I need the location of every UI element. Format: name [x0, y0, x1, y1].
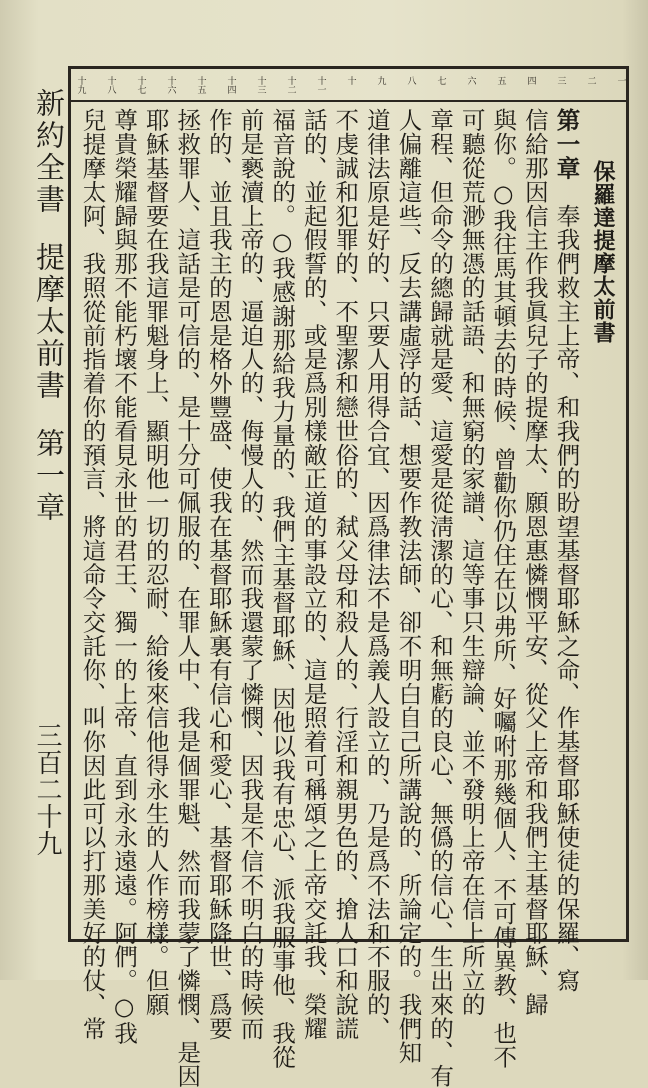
line-number: 二 — [585, 76, 596, 85]
line-number-strip — [72, 72, 624, 98]
verse-text: 信給那因信主作我眞兒子的提摩太、願恩惠憐憫平安、從父上帝和我們主基督耶穌、歸 — [520, 108, 549, 1017]
line-number: 十八 — [105, 76, 116, 94]
text-column — [141, 108, 170, 1017]
running-head-book: 新約全書 — [32, 88, 66, 216]
text-column — [110, 108, 139, 1045]
line-number: 十四 — [225, 76, 236, 94]
verse-text: 拯救罪人、這話是可信的、是十分可佩服的、在罪人中、我是個罪魁、然而我蒙了憐憫、是因 — [173, 108, 202, 1088]
text-column — [236, 108, 265, 1041]
verse-text: 前是褻瀆上帝的、逼迫人的、侮慢人的、然而我還蒙了憐憫、因我是不信不明白的時候而 — [236, 108, 265, 1041]
page-number: 三百二十九 — [32, 722, 62, 857]
verse-text: 可聽從荒渺無憑的話語、和無窮的家譜、這等事只生辯論、並不發明上帝在信上所立的 — [457, 108, 486, 1017]
line-number: 十六 — [165, 76, 176, 94]
line-number: 十九 — [75, 76, 86, 94]
verse-text: 不虔誠和犯罪的、不聖潔和戀世俗的、弒父母和殺人的、行淫和親男色的、搶人口和說謊 — [331, 108, 360, 1041]
running-head-epistle: 提摩太前書 — [32, 242, 66, 402]
text-column — [78, 108, 107, 1041]
epistle-title: 保羅達提摩太前書 — [590, 160, 616, 344]
verse-text: 作的、並且我主的恩是格外豐盛、使我在基督耶穌裏有信心和愛心、基督耶穌降世、爲要 — [204, 108, 233, 1041]
verse-text: 道律法原是好的、只要人用得合宜、因爲律法不是爲義人設立的、乃是爲不法和不服的、 — [362, 108, 391, 1041]
verse-text: 尊貴榮耀歸與那不能朽壞不能看見永世的君王、獨一的上帝、直到永永遠遠。阿們。○我 — [110, 108, 139, 1045]
line-number: 九 — [375, 76, 386, 85]
text-column — [489, 108, 518, 1069]
line-number: 十二 — [285, 76, 296, 94]
line-number: 五 — [495, 76, 506, 85]
line-number: 四 — [525, 76, 536, 85]
line-number: 十七 — [135, 76, 146, 94]
verse-text: 奉我們救主上帝、和我們的盼望基督耶穌之命、作基督耶穌使徒的保羅、寫 — [552, 203, 581, 993]
text-column — [204, 108, 233, 1041]
text-column — [331, 108, 360, 1041]
text-column — [552, 108, 581, 993]
line-number: 七 — [435, 76, 446, 85]
text-column — [299, 108, 328, 1041]
running-head-chapter: 第一章 — [32, 428, 66, 524]
verse-text: 人偏離這些、反去講虛浮的話、想要作教法師、卻不明白自己所講說的、所論定的。我們知 — [394, 108, 423, 1064]
text-column — [457, 108, 486, 1017]
line-number: 三 — [555, 76, 566, 85]
verse-text: 耶穌基督要在我這罪魁身上、顯明他一切的忍耐、給後來信他得永生的人作榜樣。但願 — [141, 108, 170, 1017]
line-number: 十一 — [315, 76, 326, 94]
verse-text: 話的、並起假誓的、或是爲別樣敵正道的事設立的、這是照着可稱頌之上帝交託我、榮耀 — [299, 108, 328, 1041]
verse-text: 兒提摩太阿、我照從前指着你的預言、將這命令交託你、叫你因此可以打那美好的仗、常 — [78, 108, 107, 1041]
text-column — [268, 108, 297, 1069]
line-number: 十三 — [255, 76, 266, 94]
text-column — [394, 108, 423, 1064]
line-number: 十五 — [195, 76, 206, 94]
verse-text: 與你。○我往馬其頓去的時候、曾勸你仍住在以弗所、好囑咐那幾個人、不可傳異教、也不 — [489, 108, 518, 1069]
verse-text: 章程、但命令的總歸就是愛、這愛是從淸潔的心、和無虧的良心、無僞的信心、生出來的、有 — [426, 108, 455, 1088]
line-number-rule — [71, 100, 626, 102]
text-column — [520, 108, 549, 1017]
text-column — [426, 108, 455, 1088]
text-column — [362, 108, 391, 1041]
line-number: 一 — [615, 76, 626, 85]
verse-text: 福音說的。○我感謝那給我力量的、我們主基督耶穌、因他以我有忠心、派我服事他、我從 — [268, 108, 297, 1069]
line-number: 十 — [345, 76, 356, 85]
text-column — [173, 108, 202, 1088]
chapter-heading: 第一章 — [552, 108, 581, 180]
line-number: 六 — [465, 76, 476, 85]
line-number: 八 — [405, 76, 416, 85]
